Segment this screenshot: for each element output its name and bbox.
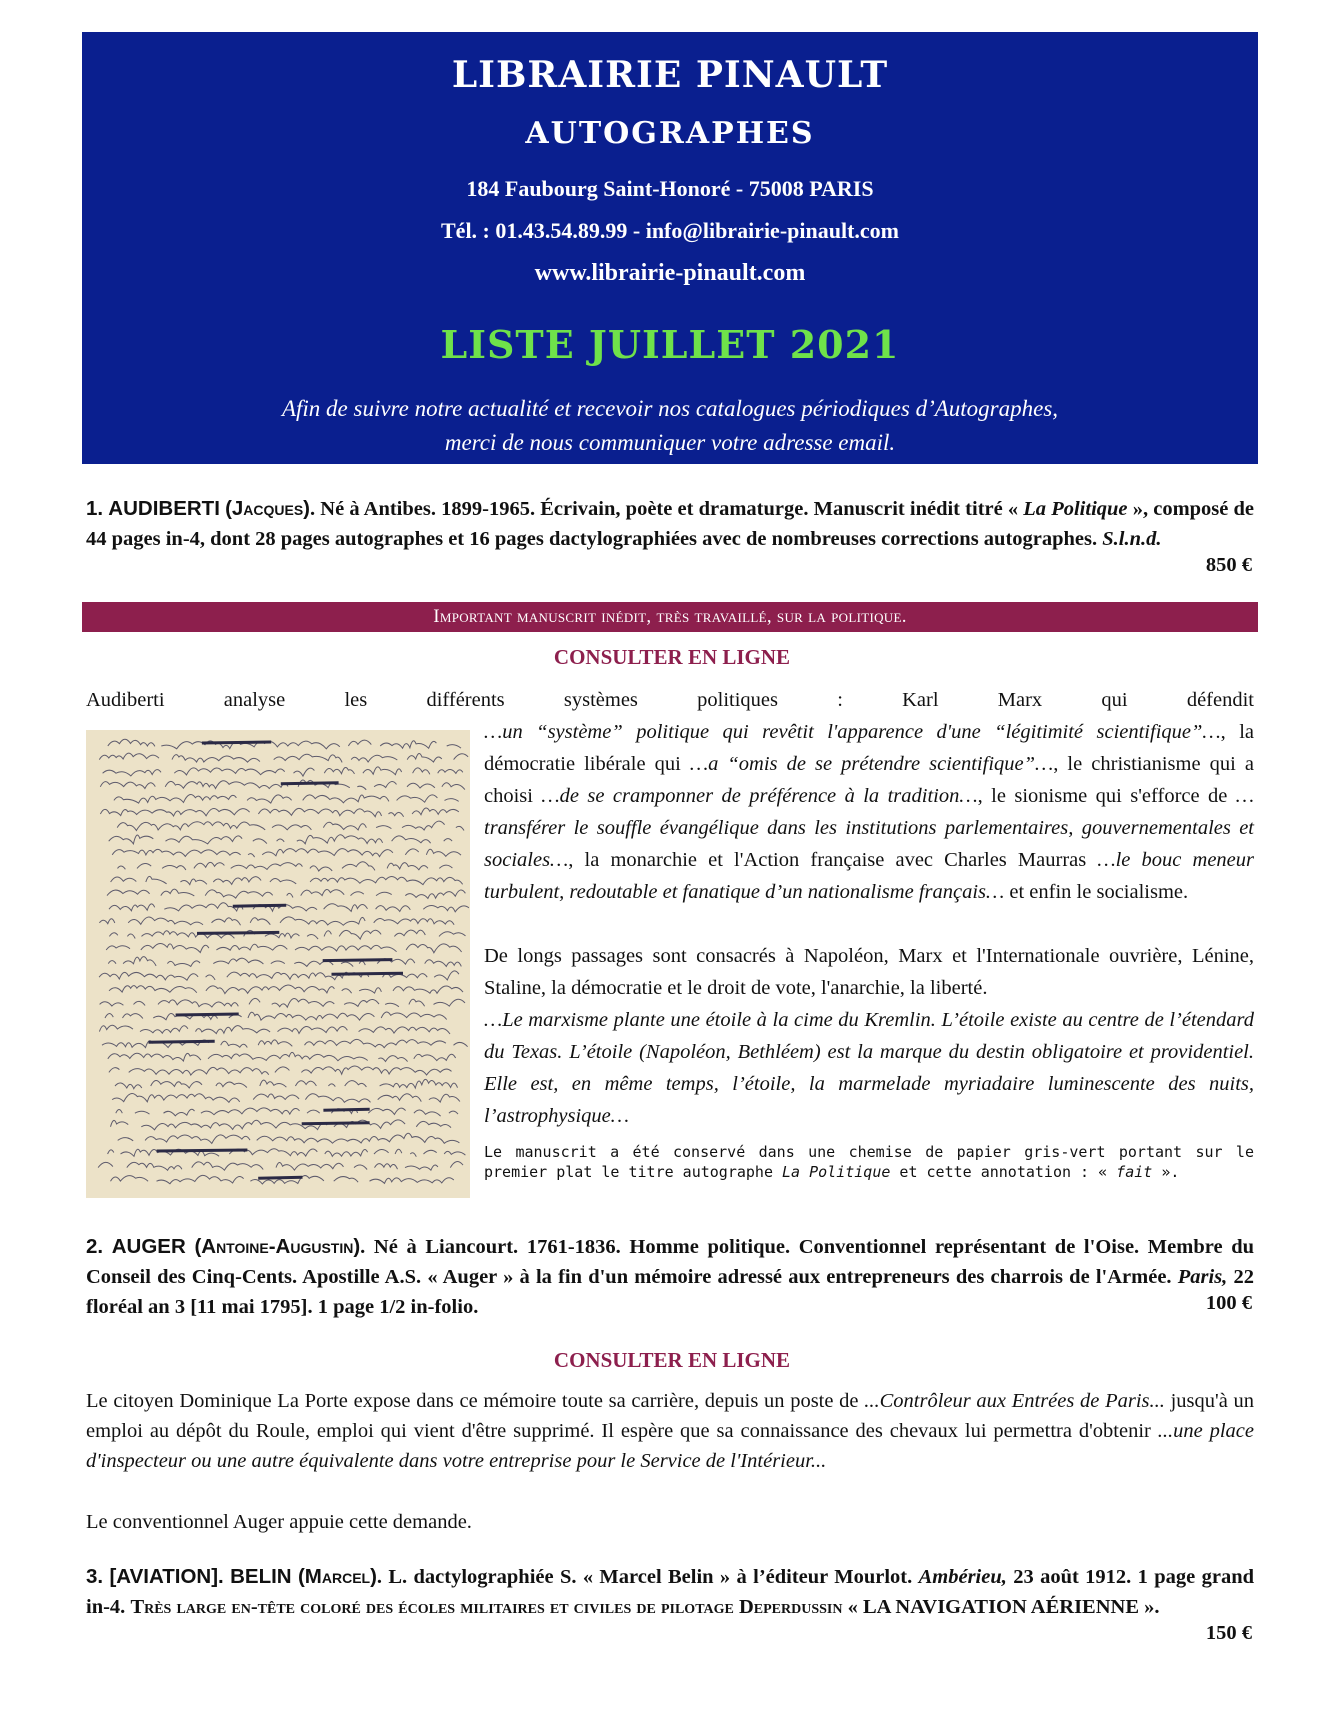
handwriting-strikeout xyxy=(176,1014,239,1015)
handwriting-line xyxy=(111,876,463,884)
entry-1-note-text-2: et cette annotation : « xyxy=(890,1163,1117,1181)
bookshop-address: 184 Faubourg Saint-Honoré - 75008 PARIS xyxy=(466,176,874,201)
entry-1-banner: Important manuscrit inédit, très travaillé, sur la politique. xyxy=(82,602,1258,632)
entry-1-paragraph-2: De longs passages sont consacrés à Napoléon, Marx et l'Internationale ouvrière, Lénine, Staline, la démocratie et le droit de vote, l'anarchie, la liberté. xyxy=(484,945,1254,999)
entry-2-consult-link[interactable]: CONSULTER EN LIGNE xyxy=(553,1348,791,1372)
handwriting-line xyxy=(103,767,470,776)
entry-2-body-text-2: jusqu'à un emploi au dépôt du Roule, emploi qui vient d'être supprimé. Il espère que sa connaissance des chevaux lui permettra d'obtenir xyxy=(86,1390,1255,1442)
entry-2-firstname: (Antoine-Augustin) xyxy=(194,1235,361,1258)
entry-1-note xyxy=(484,1142,1254,1182)
handwriting-strikeout xyxy=(233,905,286,906)
bookshop-website[interactable]: www.librairie-pinault.com xyxy=(534,260,806,286)
entry-1-note-fait: fait xyxy=(1116,1163,1153,1181)
entry-2-heading xyxy=(86,1232,1254,1322)
newsletter-note-line2: merci de nous communiquer votre adresse email. xyxy=(444,430,896,455)
handwriting-line xyxy=(109,903,469,912)
catalog-header xyxy=(82,32,1258,464)
entry-3-heading: 3. [AVIATION]. BELIN (Marcel). L. dactylographiée S. « Marcel Belin » à l’éditeur Mourlot. Ambérieu, 23 août 1912. 1 page grand in-4. Très large en-tête coloré des écoles militaires et civiles de pilotage Deperdussin « LA NAVIGATION AÉRIENNE ». xyxy=(86,1565,1255,1618)
entry-1-price: 850 € xyxy=(1205,554,1252,576)
entry-3-letterhead: Très large en-tête coloré des écoles militaires et civiles de pilotage Deperdussin xyxy=(130,1596,843,1618)
entry-2-body-text: Le citoyen Dominique La Porte expose dans ce mémoire toute sa carrière, depuis un poste de xyxy=(86,1390,865,1412)
entry-2-name: AUGER xyxy=(111,1235,186,1258)
entry-1-work-title: La Politique xyxy=(1023,498,1128,520)
entry-2-description-2: 22 floréal an 3 [11 mai 1795]. 1 page 1/2 in-folio. xyxy=(86,1266,1254,1318)
entry-1-description: . Né à Antibes. 1899-1965. Écrivain, poète et dramaturge. Manuscrit inédit titré « xyxy=(310,498,1024,520)
handwriting-line xyxy=(100,998,465,1007)
handwriting-line xyxy=(107,889,465,898)
handwriting-line xyxy=(99,971,459,980)
handwriting-line xyxy=(98,1161,470,1170)
entry-1-body-text: et enfin le socialisme. xyxy=(1004,881,1189,903)
handwriting-line xyxy=(106,943,461,952)
handwriting-line xyxy=(112,849,461,858)
manuscript-image xyxy=(86,730,470,1198)
entry-1-heading xyxy=(86,494,1254,554)
handwriting-strikeout xyxy=(302,1123,370,1124)
entry-1-body xyxy=(484,716,1254,908)
entry-1-note-text: Le manuscrit a été conservé dans une chemise de papier gris-vert portant sur le premier plat le titre autographe xyxy=(484,1143,1254,1181)
entry-2-body-quote-2: ...une place d'inspecteur ou une autre équivalente dans votre entreprise pour le Service de l'Intérieur... xyxy=(86,1420,1254,1472)
entry-3-firstname: (Marcel) xyxy=(297,1565,377,1588)
entry-1-body-quote: …a “omis de se prétendre scientifique”… xyxy=(689,753,1054,775)
handwriting-line xyxy=(112,1094,460,1103)
entry-1-body-text: , la monarchie et l'Action française avec Charles Maurras xyxy=(568,849,1098,871)
entry-2-body-quote-1: ...Contrôleur aux Entrées de Paris... xyxy=(864,1390,1165,1412)
handwriting-strikeout xyxy=(332,973,404,974)
entry-1-body-quote: …transférer le souffle évangélique dans les institutions parlementaires, gouvernementales et sociales… xyxy=(484,785,1255,871)
entry-1-quote: …Le marxisme plante une étoile à la cime du Kremlin. L’étoile existe au centre de l’étendard du Texas. L’étoile (Napoléon, Bethléem) est la marque du destin obligatoire et providentiel. Elle est, en même temps, l’étoile, la marmelade myriadaire luminescente des nuits, l’astrophysique… xyxy=(484,1009,1254,1127)
entry-1-name: AUDIBERTI xyxy=(108,497,220,520)
handwriting-line xyxy=(108,957,461,967)
entry-3-number: 3. xyxy=(86,1565,104,1588)
handwriting-line xyxy=(116,1108,458,1116)
entry-1-body-text: , la démocratie libérale qui xyxy=(484,721,1254,775)
entry-3-description-2: 23 août 1912. 1 page grand in-4. xyxy=(86,1566,1255,1618)
handwriting-line xyxy=(105,1012,458,1020)
handwriting-line xyxy=(99,753,468,762)
entry-3-name: BELIN xyxy=(230,1565,292,1588)
handwriting-line xyxy=(117,821,464,830)
entry-2-place: Paris, xyxy=(1177,1266,1228,1288)
entry-1-note-title: La Politique xyxy=(782,1163,891,1181)
handwriting-line xyxy=(100,808,458,817)
entry-2-description: . Né à Liancourt. 1761-1836. Homme politique. Conventionnel représentant de l'Oise. Membre du Conseil des Cinq-Cents. Apostille A.S. « Auger » à la fin d'un mémoire adressé aux entrepreneurs des charrois de l'Armée. xyxy=(86,1236,1254,1288)
handwriting-line xyxy=(99,1025,458,1034)
entry-2-paragraph-2: Le conventionnel Auger appuie cette demande. xyxy=(86,1511,472,1533)
entry-3-tag: [AVIATION] xyxy=(109,1565,219,1588)
entry-1-body-text: , le christianisme qui a choisi xyxy=(484,753,1254,807)
entry-1-description-2: », composé de 44 pages in-4, dont 28 pages autographes et 16 pages dactylographiées avec de nombreuses corrections autographes. xyxy=(86,498,1255,550)
entry-3-description-3: « LA NAVIGATION AÉRIENNE ». xyxy=(842,1596,1160,1618)
entry-1-intro: Audiberti analyse les différents systèmes politiques : Karl Marx qui défendit xyxy=(86,689,1254,711)
handwriting-strikeout xyxy=(281,783,339,784)
bookshop-specialty: AUTOGRAPHES xyxy=(525,116,815,151)
manuscript-handwriting xyxy=(86,730,470,1198)
handwriting-strikeout xyxy=(323,1109,369,1110)
bookshop-name: LIBRAIRIE PINAULT xyxy=(451,54,889,96)
handwriting-strikeout xyxy=(197,932,279,933)
list-title: LISTE JUILLET 2021 xyxy=(440,322,900,367)
entry-1-place: S.l.n.d. xyxy=(1102,528,1162,550)
newsletter-note-line1: Afin de suivre notre actualité et recevoir nos catalogues périodiques d’Autographes, xyxy=(281,396,1059,421)
entry-2-number: 2. xyxy=(86,1235,104,1258)
entry-2-body xyxy=(86,1386,1254,1476)
entry-1-body-quote: …de se cramponner de préférence à la tradition… xyxy=(541,785,978,807)
entry-1-body-quote: …le bouc meneur turbulent, redoutable et fanatique d’un nationalisme français… xyxy=(484,849,1254,903)
entry-1-firstname: (Jacques) xyxy=(225,497,311,520)
entry-1-body-text: , le sionisme qui s'efforce de xyxy=(977,785,1236,807)
handwriting-strikeout xyxy=(202,742,271,743)
handwriting-line xyxy=(111,1120,465,1130)
handwriting-line xyxy=(109,835,465,844)
handwriting-line xyxy=(109,985,463,994)
handwriting-line xyxy=(99,917,467,925)
entry-2-price: 100 € xyxy=(1205,1292,1252,1314)
entry-1-body-quote: …un “système” politique qui revêtit l'apparence d'une “légitimité scientifique”… xyxy=(484,721,1221,743)
bookshop-contact: Tél. : 01.43.54.89.99 - info@librairie-pinault.com xyxy=(441,218,899,243)
handwriting-strikeout xyxy=(157,1150,248,1151)
handwriting-line xyxy=(114,795,459,804)
handwriting-line xyxy=(108,1052,462,1061)
handwriting-strikeout xyxy=(149,1041,215,1042)
entry-3-price: 150 € xyxy=(1205,1622,1252,1644)
newsletter-note xyxy=(82,392,1258,460)
handwriting-line xyxy=(118,1133,460,1143)
handwriting-line xyxy=(118,862,466,871)
handwriting-line xyxy=(108,739,461,749)
handwriting-line xyxy=(109,930,465,939)
entry-3-description: . L. dactylographiée S. « Marcel Belin » à l’éditeur Mourlot. xyxy=(376,1566,919,1588)
handwriting-line xyxy=(115,1079,458,1088)
entry-1-number: 1. xyxy=(86,497,104,520)
entry-3-place: Ambérieu, xyxy=(918,1566,1007,1588)
handwriting-line xyxy=(109,1066,462,1075)
entry-1-note-text-3: ». xyxy=(1152,1163,1180,1181)
entry-1-consult-link[interactable]: CONSULTER EN LIGNE xyxy=(553,645,791,669)
handwriting-strikeout xyxy=(258,1177,302,1178)
handwriting-strikeout xyxy=(323,960,393,961)
